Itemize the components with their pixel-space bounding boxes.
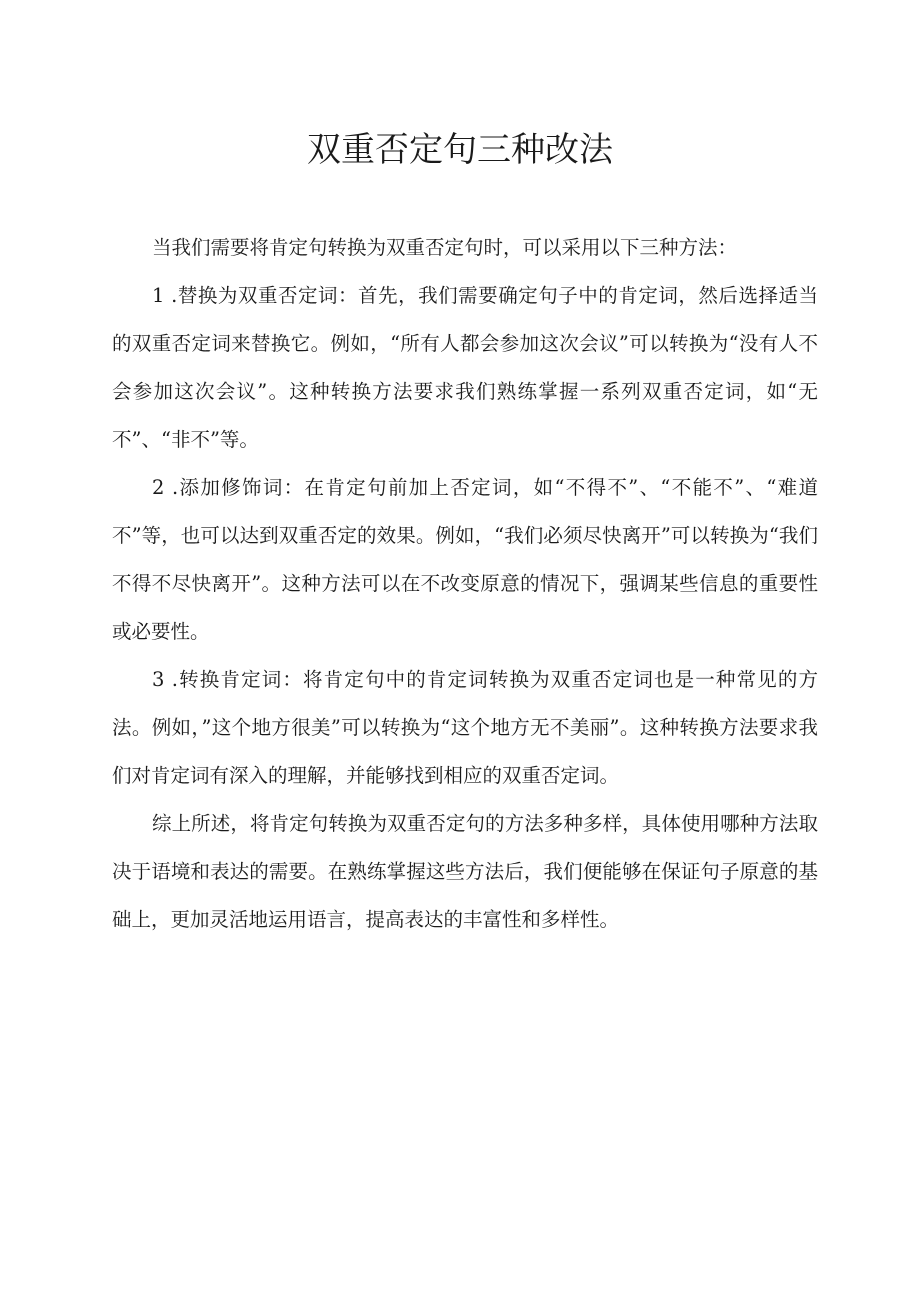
paragraph-text: .转换肯定词：将肯定句中的肯定词转换为双重否定词也是一种常见的方法。例如，”这个地方很美”可以转换为“这个地方无不美丽”。这种转换方法要求我们对肯定词有深入的理解，并能够找到相应的双重否定词。 xyxy=(112,668,819,787)
paragraph-text: .替换为双重否定词：首先，我们需要确定句子中的肯定词，然后选择适当的双重否定词来替换它。例如，“所有人都会参加这次会议”可以转换为“没有人不会参加这次会议”。这种转换方法要求我们熟练掌握一系列双重否定词，如“无不”、“非不”等。 xyxy=(112,284,819,451)
paragraph-text: 当我们需要将肯定句转换为双重否定句时，可以采用以下三种方法： xyxy=(152,236,738,259)
summary-paragraph xyxy=(112,800,818,944)
document-body xyxy=(112,224,818,944)
list-number: 3 xyxy=(152,668,165,691)
paragraph-text: .添加修饰词：在肯定句前加上否定词，如“不得不”、“不能不”、“难道不”等，也可以达到双重否定的效果。例如，“我们必须尽快离开”可以转换为“我们不得不尽快离开”。这种方法可以在不改变原意的情况下，强调某些信息的重要性或必要性。 xyxy=(112,476,819,643)
paragraph-text: 综上所述，将肯定句转换为双重否定句的方法多种多样，具体使用哪种方法取决于语境和表达的需要。在熟练掌握这些方法后，我们便能够在保证句子原意的基础上，更加灵活地运用语言，提高表达的丰富性和多样性。 xyxy=(112,812,818,931)
method-2-paragraph xyxy=(112,464,818,656)
method-3-paragraph xyxy=(112,656,818,800)
intro-paragraph xyxy=(112,224,818,272)
method-1-paragraph xyxy=(112,272,818,464)
list-number: 2 xyxy=(152,476,165,499)
list-number: 1 xyxy=(152,284,165,307)
page-title: 双重否定句三种改法 xyxy=(307,130,613,170)
